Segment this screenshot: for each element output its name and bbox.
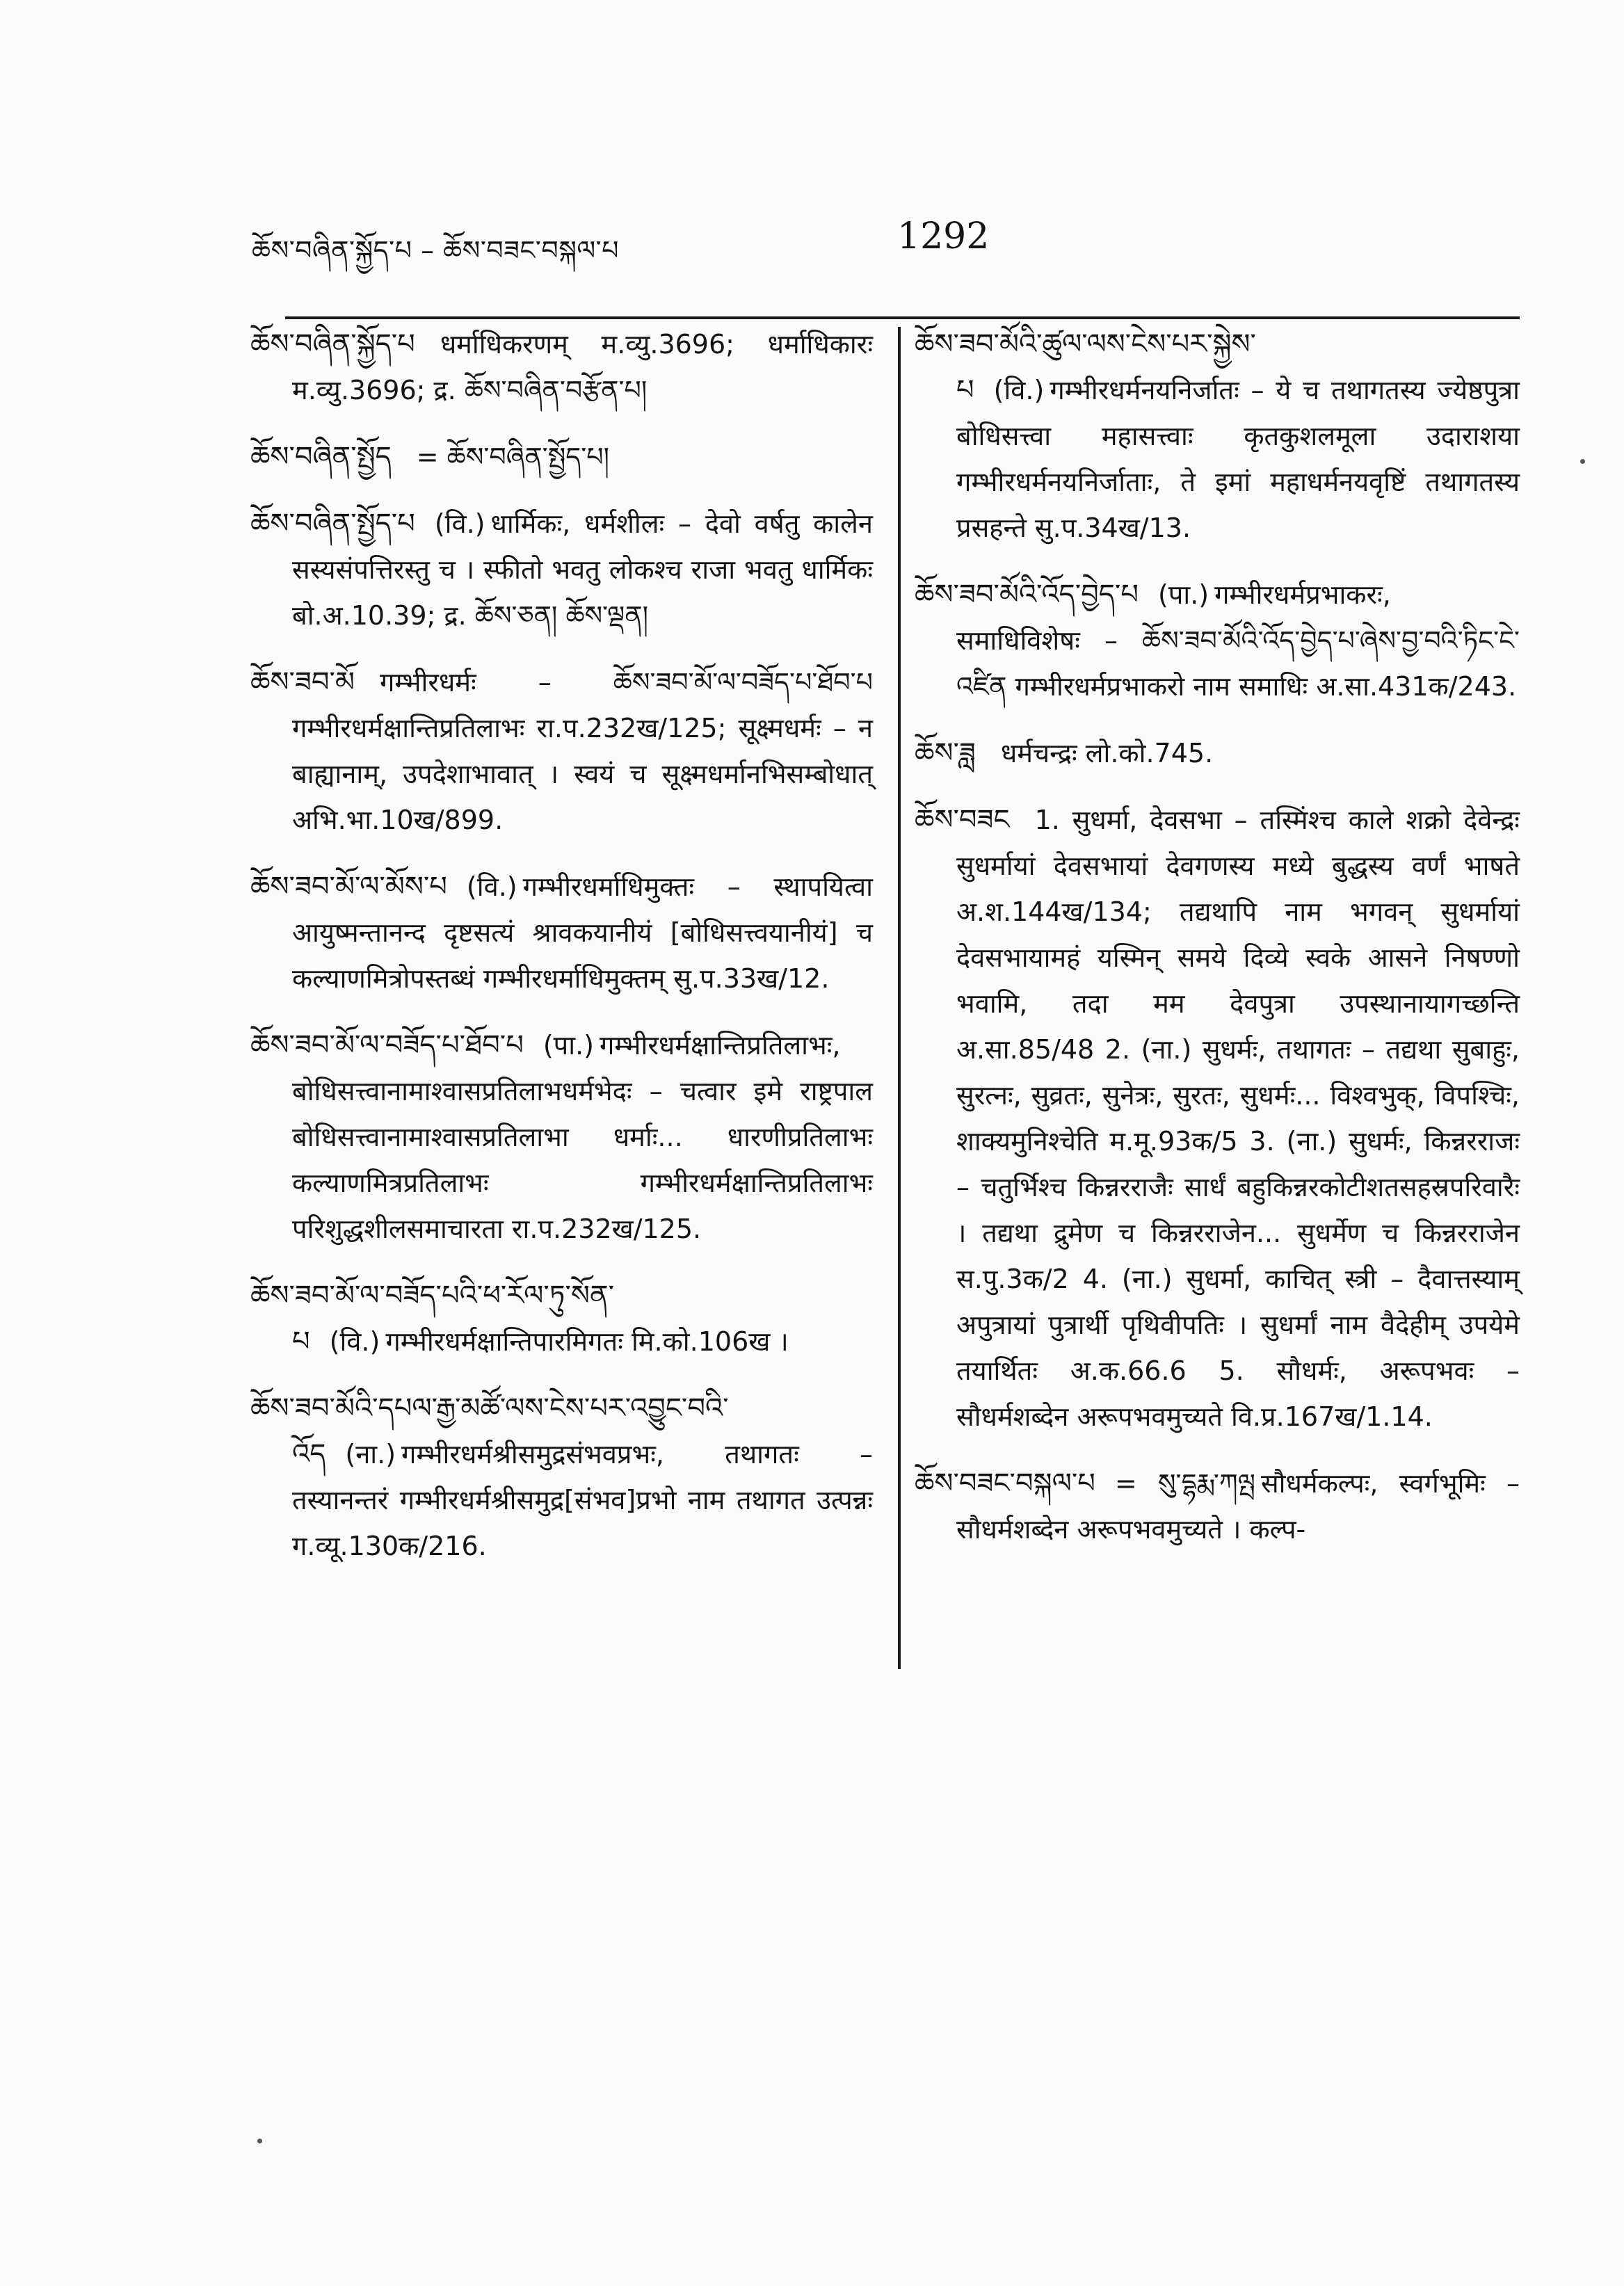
entry-body: 1. सुधर्मा, देवसभा – तस्मिंश्च काले शक्रो देवेन्द्रः सुधर्मायां देवसभायां देवगणस्य मध्ये बुद्धस्य वर्णं भाषते अ.श.144ख/134; तद्यथापि नाम भगवन् सुधर्मायां देवसभायामहं यस्मिन् समये दिव्ये स्वके आसने निषण्णो भवामि, तदा मम देवपुत्रा उपस्थानायागच्छन्ति अ.सा.85/48 2. (ना.) सुधर्मः, तथागतः – तद्यथा सुबाहुः, सुरत्नः, सुव्रतः, सुनेत्रः, सुरतः, सुधर्मः... विश्वभुक्, विपश्चिः, शाक्यमुनिश्चेति म.मू.93क/5 3. (ना.) सुधर्मः, किन्नरराजः – चतुर्भिश्च किन्नरराजैः सार्धं बहुकिन्नरकोटीशतसहस्रपरिवारैः । तद्यथा द्रुमेण च किन्नरराजेन... सुधर्मेण च किन्नरराजेन स.पु.3क/2 4. (ना.) सुधर्मा, काचित् स्त्री – दैवात्तस्याम् अपुत्रायां पुत्रार्थी पृथिवीपतिः । सुधर्मां नाम वैदेहीम् उपयेमे तयार्थितः अ.क.66.6 5. सौधर्मः, अरूपभवः – सौधर्मशब्देन अरूपभवमुच्यते वि.प्र.167ख/1.14. — [956, 805, 1520, 1432]
left-column — [250, 321, 873, 1590]
entry-body: गम्भीरधर्मक्षान्तिपारमिगतः मि.को.106ख । — [385, 1326, 789, 1357]
dictionary-entry — [250, 434, 873, 480]
dictionary-entry — [250, 1273, 873, 1365]
entry-grammar: (ना.) — [345, 1439, 396, 1470]
dictionary-entry — [915, 730, 1520, 776]
dictionary-entry — [915, 1460, 1520, 1552]
entry-headword: ཆོས་བཞིན་སྤྱོད་པ — [250, 508, 415, 540]
entry-headword: ཆོས་བཞིན་སྐྱོད་པ — [250, 328, 415, 360]
column-divider — [898, 327, 901, 1669]
dictionary-entry — [250, 501, 873, 638]
dictionary-entry — [250, 1385, 873, 1569]
entry-body: गम्भीरधर्मनयनिर्जातः – ये च तथागतस्य ज्येष्ठपुत्रा बोधिसत्त्वा महासत्त्वाः कृतकुशलमूला उदाराशया गम्भीरधर्मनयनिर्जाताः, ते इमां महाधर्मनयवृष्टिं तथागतस्य प्रसहन्ते सु.प.34ख/13. — [956, 375, 1520, 543]
entry-headword: ཆོས་ཟབ་མོ — [250, 666, 355, 698]
entry-grammar: (पा.) — [542, 1030, 594, 1061]
entry-body: धर्माधिकरणम् म.व्यु.3696; धर्माधिकारः म.व्यु.3696; द्र. ཆོས་བཞིན་བརྩོན་པ། — [292, 329, 873, 405]
entry-headword: ཆོས་ཟབ་མོའི་ཚུལ་ལས་ངེས་པར་སྐྱེས་པ — [915, 328, 1256, 406]
entry-headword: ཆོས་བཟང་བསྐལ་པ — [915, 1467, 1095, 1499]
running-head: ཆོས་བཞིན་སྐྱོད་པ – ཆོས་བཟང་བསྐལ་པ — [252, 235, 620, 266]
entry-headword: ཆོས་བཟང — [915, 804, 1010, 836]
scan-speck — [257, 2139, 262, 2143]
dictionary-entry — [250, 321, 873, 413]
entry-grammar: (वि.) — [993, 375, 1045, 405]
entry-body: गम्भीरधर्माधिमुक्तः – स्थापयित्वा आयुष्मन्तानन्द दृष्टसत्यं श्रावकयानीयं [बोधिसत्त्वयानीयं] च कल्याणमित्रोपस्तब्धं गम्भीरधर्माधिमुक्तम् सु.प.33ख/12. — [292, 871, 873, 994]
entry-body: गम्भीरधर्मक्षान्तिप्रतिलाभः, बोधिसत्त्वानामाश्वासप्रतिलाभधर्मभेदः – चत्वार इमे राष्ट्रपाल बोधिसत्त्वानामाश्वासप्रतिलाभा धर्माः... धारणीप्रतिलाभः कल्याणमित्रप्रतिलाभः गम्भीरधर्मक्षान्तिप्रतिलाभः परिशुद्धशीलसमाचारता रा.प.232ख/125. — [292, 1030, 873, 1244]
dictionary-entry — [915, 321, 1520, 551]
entry-grammar: (वि.) — [466, 871, 517, 902]
entry-headword: ཆོས་ཟབ་མོའི་དཔལ་རྒྱ་མཚོ་ལས་ངེས་པར་འབྱུང་བའི་འོད — [250, 1392, 729, 1470]
page-number: 1292 — [897, 216, 990, 257]
entry-grammar: (पा.) — [1157, 579, 1209, 610]
entry-headword: ཆོས་ཟབ་མོའི་འོད་བྱེད་པ — [915, 579, 1139, 611]
entry-body: सौधर्मकल्पः, स्वर्गभूमिः – सौधर्मशब्देन अरूपभवमुच्यते । कल्प- — [956, 1468, 1520, 1545]
entry-headword: ཆོས་ཟབ་མོ་ལ་མོས་པ — [250, 871, 447, 903]
entry-body: = ཆོས་བཞིན་སྤྱོད་པ། — [416, 442, 610, 472]
dictionary-entry — [915, 797, 1520, 1440]
dictionary-entry — [915, 572, 1520, 709]
entry-grammar: (वि.) — [329, 1326, 380, 1357]
dictionary-entry — [250, 1022, 873, 1252]
entry-headword: ཆོས་ཟབ་མོ་ལ་བཟོད་པ་ཐོབ་པ — [250, 1029, 524, 1061]
dictionary-entry — [250, 864, 873, 1001]
entry-headword: ཆོས་བཞིན་སྤྱོད — [250, 441, 392, 473]
dictionary-entry — [250, 659, 873, 843]
entry-body: गम्भीरधर्मश्रीसमुद्रसंभवप्रभः, तथागतः – तस्यानन्तरं गम्भीरधर्मश्रीसमुद्र[संभव]प्रभो नाम तथागत उत्पन्नः ग.व्यू.130क/216. — [292, 1439, 873, 1561]
entry-grammar: (वि.) — [434, 508, 485, 539]
entry-headword: ཆོས་ཟླ — [915, 737, 976, 769]
entry-body: धर्मचन्द्रः लो.को.745. — [1000, 738, 1214, 768]
header-rule — [285, 316, 1520, 319]
entry-grammar: = སུ་དྷརྨ་ཀལྤ — [1114, 1468, 1255, 1499]
entry-body: गम्भीरधर्मप्रभाकरः, समाधिविशेषः – ཆོས་ཟབ་མོའི་འོད་བྱེད་པ་ཞེས་བྱ་བའི་ཏིང་ངེ་འཛིན गम्भीरधर्मप्रभाकरो नाम समाधिः अ.सा.431क/243. — [956, 579, 1520, 702]
right-column — [915, 321, 1520, 1573]
entry-headword: ཆོས་ཟབ་མོ་ལ་བཟོད་པའི་ཕ་རོལ་ཏུ་སོན་པ — [250, 1280, 614, 1358]
entry-body: धार्मिकः, धर्मशीलः – देवो वर्षतु कालेन सस्यसंपत्तिरस्तु च । स्फीतो भवतु लोकश्च राजा भवतु धार्मिकः बो.अ.10.39; द्र. ཆོས་ཅན། ཆོས་ལྡན། — [292, 508, 873, 631]
scan-speck — [1580, 459, 1585, 464]
entry-body: गम्भीरधर्मः – ཆོས་ཟབ་མོ་ལ་བཟོད་པ་ཐོབ་པ गम्भीरधर्मक्षान्तिप्रतिलाभः रा.प.232ख/125; सूक्ष्मधर्मः – न बाह्यानाम्, उपदेशाभावात् । स्वयं च सूक्ष्मधर्मानभिसम्बोधात् अभि.भा.10ख/899. — [292, 667, 873, 835]
